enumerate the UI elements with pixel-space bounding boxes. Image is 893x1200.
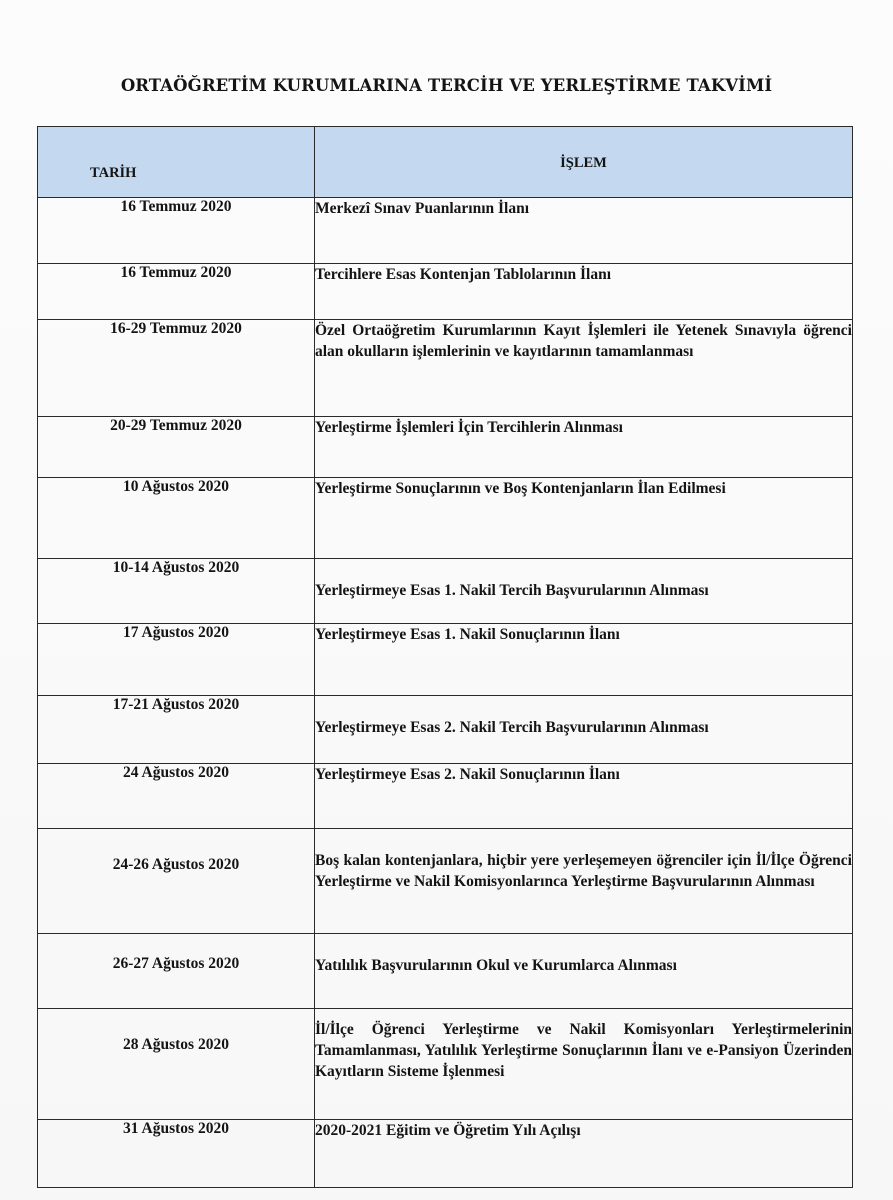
table-row	[38, 320, 853, 417]
document-title: ORTAÖĞRETİM KURUMLARINA TERCİH VE YERLEŞTİRME TAKVİMİ	[120, 76, 773, 95]
row-date: 24 Ağustos 2020	[38, 764, 315, 829]
row-operation: Yerleştirmeye Esas 1. Nakil Sonuçlarının İlanı	[315, 624, 853, 696]
table-row	[38, 624, 853, 696]
row-date: 17-21 Ağustos 2020	[38, 696, 315, 764]
row-date: 10 Ağustos 2020	[38, 478, 315, 559]
row-date: 26-27 Ağustos 2020	[38, 934, 315, 1009]
row-operation: Yatılılık Başvurularının Okul ve Kurumlarca Alınması	[315, 934, 853, 1009]
row-operation: Özel Ortaöğretim Kurumlarının Kayıt İşlemleri ile Yetenek Sınavıyla öğrenci alan okulların işlemlerinin ve kayıtlarının tamamlanması	[315, 320, 853, 417]
table-row	[38, 1009, 853, 1120]
row-operation: Yerleştirme Sonuçlarının ve Boş Kontenjanların İlan Edilmesi	[315, 478, 853, 559]
table-row	[38, 696, 853, 764]
schedule-table	[37, 126, 853, 1188]
table-row	[38, 934, 853, 1009]
table-row	[38, 559, 853, 624]
table-row	[38, 1120, 853, 1188]
table-row	[38, 478, 853, 559]
row-operation: Boş kalan kontenjanlara, hiçbir yere yerleşemeyen öğrenciler için İl/İlçe Öğrenci Yerleştirme ve Nakil Komisyonlarınca Yerleştirme Başvurularının Alınması	[315, 829, 853, 934]
row-operation: Tercihlere Esas Kontenjan Tablolarının İlanı	[315, 264, 853, 320]
row-operation: İl/İlçe Öğrenci Yerleştirme ve Nakil Komisyonları Yerleştirmelerinin Tamamlanması, Yatılılık Yerleştirme Sonuçlarının İlanı ve e-Pansiyon Üzerinden Kayıtların Sisteme İşlenmesi	[315, 1009, 853, 1120]
operation-column-header: İŞLEM	[315, 127, 853, 198]
row-date: 16 Temmuz 2020	[38, 264, 315, 320]
table-row	[38, 417, 853, 478]
row-operation: Yerleştirme İşlemleri İçin Tercihlerin Alınması	[315, 417, 853, 478]
row-operation: Yerleştirmeye Esas 1. Nakil Tercih Başvurularının Alınması	[315, 559, 853, 624]
date-column-header: TARİH	[38, 127, 315, 198]
row-date: 28 Ağustos 2020	[38, 1009, 315, 1120]
row-date: 20-29 Temmuz 2020	[38, 417, 315, 478]
row-operation: 2020-2021 Eğitim ve Öğretim Yılı Açılışı	[315, 1120, 853, 1188]
row-operation: Yerleştirmeye Esas 2. Nakil Sonuçlarının İlanı	[315, 764, 853, 829]
row-date: 17 Ağustos 2020	[38, 624, 315, 696]
table-header-row	[38, 127, 853, 198]
row-date: 31 Ağustos 2020	[38, 1120, 315, 1188]
table-row	[38, 264, 853, 320]
row-operation: Merkezî Sınav Puanlarının İlanı	[315, 198, 853, 264]
table-row	[38, 764, 853, 829]
table-row	[38, 198, 853, 264]
row-date: 10-14 Ağustos 2020	[38, 559, 315, 624]
table-row	[38, 829, 853, 934]
row-date: 16-29 Temmuz 2020	[38, 320, 315, 417]
row-operation: Yerleştirmeye Esas 2. Nakil Tercih Başvurularının Alınması	[315, 696, 853, 764]
row-date: 24-26 Ağustos 2020	[38, 829, 315, 934]
row-date: 16 Temmuz 2020	[38, 198, 315, 264]
